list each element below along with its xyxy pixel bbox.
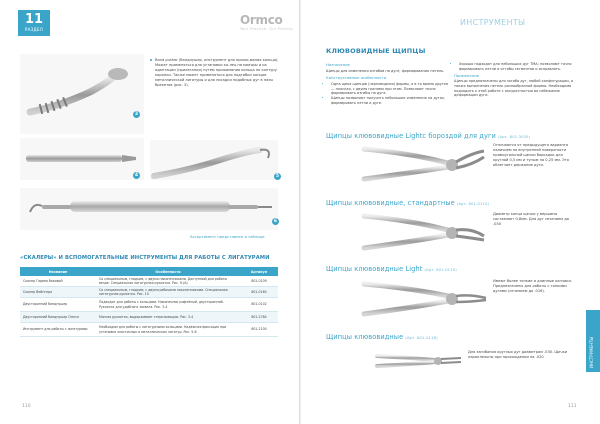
row-name: Скалер Вейнгера xyxy=(20,287,96,298)
figure-badge: 3 xyxy=(134,112,139,117)
chapter-label: РАЗДЕЛ xyxy=(24,27,44,32)
row-name: Инструмент для работы с лигатурами xyxy=(20,323,96,337)
row-name: Двусторонний бандпушер Ormco xyxy=(20,312,96,323)
column-header-code: Артикул xyxy=(240,267,278,276)
row-code: 801-2784 xyxy=(240,312,278,323)
row-code: 801-0109 xyxy=(240,276,278,287)
table-row xyxy=(20,298,278,312)
purpose-column xyxy=(326,62,448,107)
list-item: • Щипцы позволяют получить небольшие изменения на дугах, формировать петли и дуге. xyxy=(331,96,448,106)
features-list xyxy=(326,82,448,106)
row-code: 801-0160 xyxy=(240,287,278,298)
product-title xyxy=(326,132,530,140)
product-name: Щипцы клювовидные, стандартные xyxy=(326,199,455,207)
chapter-tab xyxy=(18,10,50,36)
pliers-standard-image xyxy=(360,208,490,256)
table-row xyxy=(20,312,278,323)
left-page xyxy=(0,0,299,424)
brand-tagline: Your Practice. Our Priority. xyxy=(240,27,294,31)
bandpusher-illustration xyxy=(20,54,144,134)
product-code: (Арт. 801-0110) xyxy=(424,267,457,272)
product-code: (Арт. 801-0110) xyxy=(456,201,490,206)
pliers-lightc-image xyxy=(360,141,490,189)
product-description xyxy=(468,350,578,360)
pliers-round-image xyxy=(375,348,465,372)
bandpusher-drawing xyxy=(20,54,144,134)
page-title: КЛЮВОВИДНЫЕ ЩИПЦЫ xyxy=(326,47,426,55)
table-header-row xyxy=(20,267,278,276)
row-name: Скалер Гарвея боковой xyxy=(20,276,96,287)
page-number-left: 110 xyxy=(22,404,31,409)
application-text: Щипцы предназначены для загиба дуг, любой конфигурации, а также выполнения петель разнообразной формы. Необходимо подходить к этой работе с аккуратностью во избежание деформации дуги. xyxy=(454,79,574,98)
table-row xyxy=(20,276,278,287)
list-item: • Одна щека щипцов (черновидная) формы, а в то время другая — плоская, с двумя гранями при этом. Позволяют точно формировать изгибы на дуге. xyxy=(331,82,448,96)
ligature-hook-illustration xyxy=(150,140,278,180)
product-description xyxy=(493,279,573,294)
figure-badge: 6 xyxy=(273,219,278,224)
row-name: Двусторонний бандпушер xyxy=(20,298,96,312)
row-desc: Подходит для работы с кольцами. Наконечник рифлёный, двусторонний. Рукоятка для удобного захвата. Рис. 3-4 xyxy=(96,298,240,312)
chapter-number: 11 xyxy=(24,12,44,27)
purpose-text: Щипцы для изменения изгибов на дуге, формирования петель. xyxy=(326,68,445,73)
double-scaler-drawing xyxy=(20,188,278,230)
purpose-subhead: Назначение xyxy=(326,62,350,67)
section-side-tab xyxy=(586,310,600,372)
bullet-marker xyxy=(150,59,152,61)
product-code: (Арт. 801-0118) xyxy=(405,335,438,340)
row-code: 801-2100 xyxy=(240,323,278,337)
extra-features-list xyxy=(454,62,576,72)
row-desc: Необходим для работы с лигатурными кольцами. Надёжная фиксация при установке эластичных и металлических лигатур. Рис. 5-6 xyxy=(96,323,240,337)
product-desc-text: Для загибания круглых дуг диаметром .030. Щечки параллельны при прохождении на .020 xyxy=(468,350,568,359)
column-header-name: Название xyxy=(20,267,96,276)
double-scaler-illustration xyxy=(20,188,278,230)
pusher-flat-illustration xyxy=(20,138,144,180)
table-row xyxy=(20,287,278,298)
product-title xyxy=(326,333,438,341)
product-description xyxy=(493,212,573,227)
product-name: Щипцы клювовидные Lightc бороздой для дуги xyxy=(326,132,496,140)
row-desc: Со специальным, гладким, с двумя рабочими наконечниками. Специальная лигатурная рукоятка. Рис. 10 xyxy=(96,287,240,298)
instruments-table xyxy=(20,267,278,337)
product-code: (Арт. 801-3035) xyxy=(497,134,531,139)
list-item: • Хорошо подходят для небольших дуг TMA; позволяют точно формировать петли и отгибы сегментов и исправлять. xyxy=(459,62,576,72)
illustration-caption: Ассортимент представлен в таблице xyxy=(190,234,265,239)
pusher-flat-drawing xyxy=(20,138,144,180)
product-desc-text: Диаметр конца щечки у вершины составляет 0,8мм. Для дуг сечением до .030 xyxy=(493,212,569,226)
section-heading: ИНСТРУМЕНТЫ xyxy=(460,18,526,27)
application-subhead: Применение xyxy=(454,72,480,78)
product-name: Щипцы клювовидные xyxy=(326,333,404,341)
product-desc-text: Отличаются от предыдущего варианта наличием на внутренней поверхности прямоугольной щечки бороздки для круглой 0,5 мм и тупым на 0,25 мм. Это облегчает держание дуги. xyxy=(493,143,569,167)
bandpusher-text: Band pusher (бандпушер, инструмент для прижи-мания кольца). Может применяться для установки ко-лец на моляры и их адаптации (прилегания) путем прижимания кольца по контуру коронки. Также может применяться для подгибки концов металлической лигатуры и для посадки подобных дуг в пазы брекетов (рис. 3). xyxy=(155,58,279,87)
table-row xyxy=(20,323,278,337)
side-tab-label: ИНСТРУМЕНТЫ xyxy=(589,336,594,368)
bandpusher-description xyxy=(155,58,283,88)
page-number-right: 111 xyxy=(568,404,577,409)
brand-logo: Ormco xyxy=(240,13,283,27)
product-description xyxy=(493,143,573,168)
figure-badge: 5 xyxy=(275,174,280,179)
table-title: «СКАЛЕРЫ» И ВСПОМОГАТЕЛЬНЫЕ ИНСТРУМЕНТЫ ДЛЯ РАБОТЫ С ЛИГАТУРАМИ xyxy=(20,255,270,261)
pliers-light-image xyxy=(360,274,490,322)
features-subhead: Конструктивные особенности xyxy=(326,75,387,81)
row-desc: Со специальным, гладким, с двумя наконечниками. Доступный для работы везде. Специальная лигатурная рукоятка. Рис. 9-(A) xyxy=(96,276,240,287)
product-title xyxy=(326,199,489,207)
product-desc-text: Имеют более тонкие и длинные кончики. Предназначены для работы с тонкими дугами (сечением до .016). xyxy=(493,279,572,293)
application-column xyxy=(454,62,576,100)
column-header-features: Особенности xyxy=(96,267,240,276)
row-desc: Мягкая рукоятка, выдерживает стерилизацию. Рис. 3-4 xyxy=(96,312,240,323)
figure-badge: 4 xyxy=(134,173,139,178)
product-name: Щипцы клювовидные Light xyxy=(326,265,423,273)
row-code: 801-0102 xyxy=(240,298,278,312)
ligature-hook-drawing xyxy=(150,140,278,180)
product-title xyxy=(326,265,457,273)
